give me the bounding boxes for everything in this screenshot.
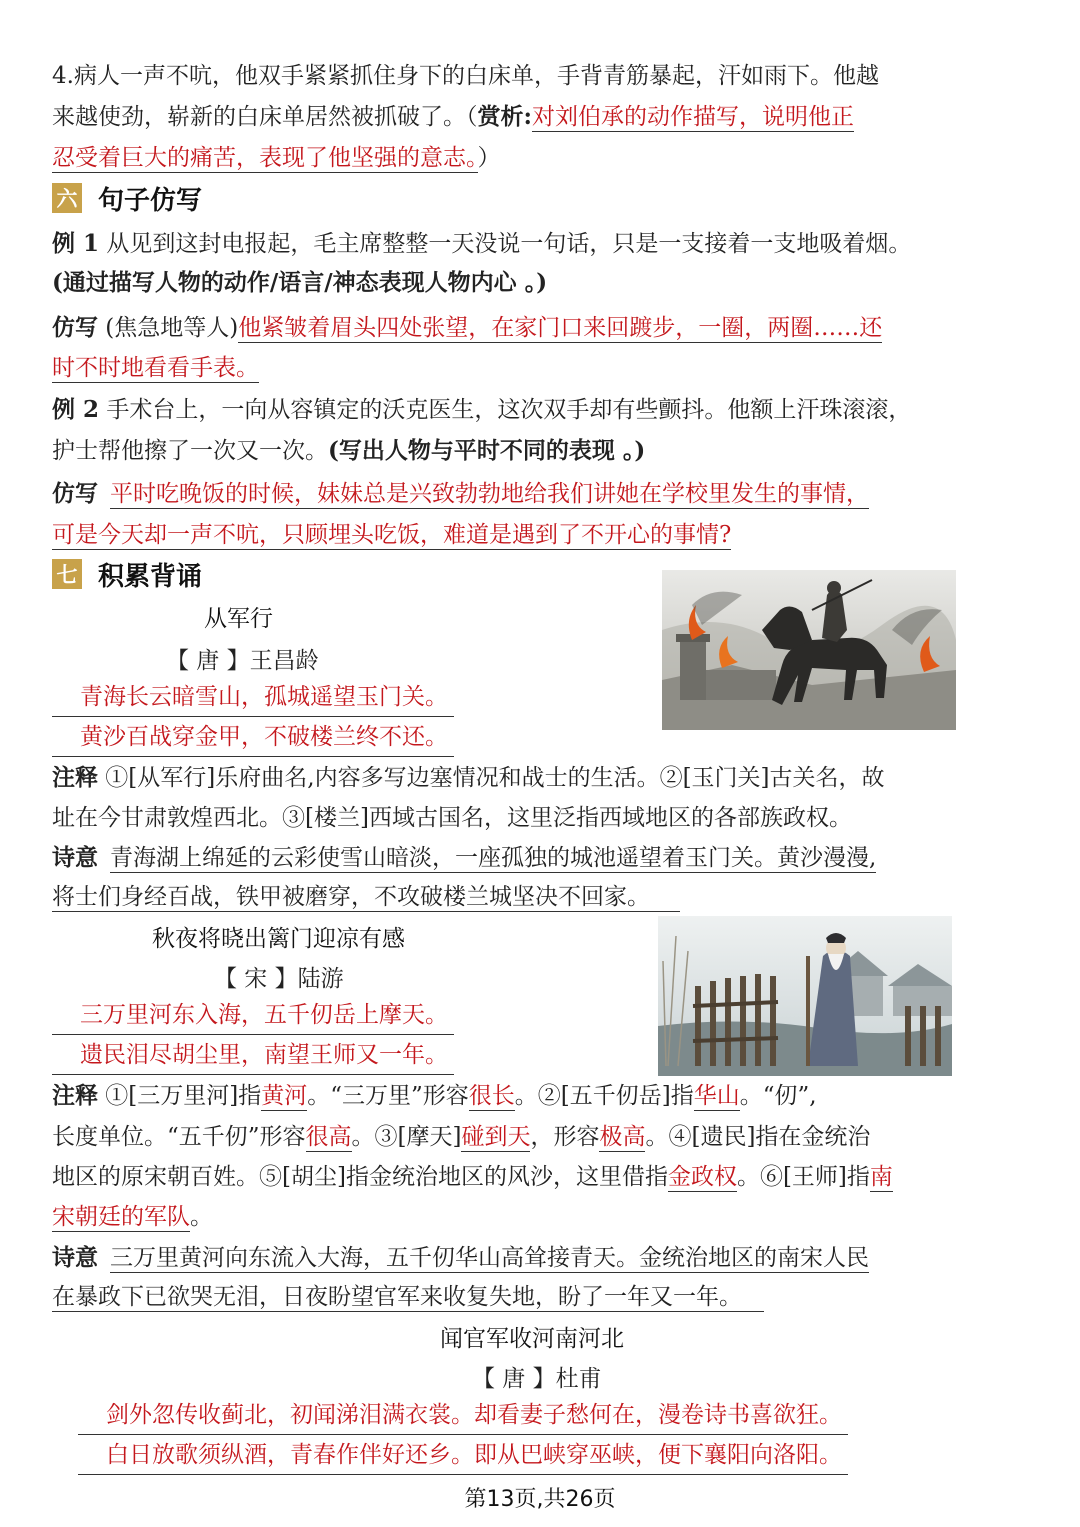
poem2-answer-southern: 南 (869, 1164, 893, 1190)
poem2-note-text: ，形容 (530, 1124, 600, 1150)
poem2-note-text: 。“仞”, (739, 1083, 817, 1109)
poem1-line2: 黄沙百战穿金甲，不破楼兰终不还。 (52, 720, 454, 757)
poem2-note-text: ①[三万里河]指 (98, 1083, 262, 1109)
example2-line2 (52, 431, 1032, 471)
imitate2-answer-1: 平时吃晚饭的时候，妹妹总是兴致勃勃地给我们讲她在学校里发生的事情， (110, 481, 869, 507)
example2-text2: 护士帮他擦了一次又一次。 (52, 438, 328, 464)
poem2-notes-line3 (52, 1157, 1032, 1197)
section-7-title: 积累背诵 (98, 561, 203, 592)
poem2-note-text: 地区的原宋朝百姓。⑤[胡尘]指金统治地区的风沙，这里借指 (52, 1164, 668, 1190)
poem2-answer-yellow-river: 黄河 (261, 1083, 308, 1109)
example1-text: 从见到这封电报起，毛主席整整一天没说一句话，只是一支接着一支地吸着烟。 (99, 231, 912, 257)
section-7-badge: 七 (52, 559, 82, 589)
imitate1-label: 仿写 (52, 314, 98, 341)
poem1-line1: 青海长云暗雪山，孤城遥望玉门关。 (52, 680, 454, 717)
poem2-meaning-1: 三万里黄河向东流入大海，五千仞华山高耸接青天。金统治地区的南宋人民 (110, 1245, 869, 1271)
example1-hint: (通过描写人物的动作/语言/神态表现人物内心 。) (52, 269, 548, 296)
poem2-note-text: 。⑥[王师]指 (736, 1164, 870, 1190)
poem2-note-text: 。③[摩天] (351, 1124, 462, 1150)
poem2-note-text: 。②[五千仞岳]指 (514, 1083, 694, 1109)
example2-hint: (写出人物与平时不同的表现 。) (328, 437, 646, 464)
poem1-meaning-line1 (52, 838, 1032, 878)
poem2-answer-huashan: 华山 (693, 1083, 740, 1109)
poem1-note-1: ①[从军行]乐府曲名,内容多写边塞情况和战士的生活。②[玉门关]古关名，故 (98, 765, 885, 791)
section-7-heading (52, 557, 202, 591)
poem1-note-label: 注释 (52, 764, 98, 791)
poem3-line2: 白日放歌须纵酒，青春作伴好还乡。即从巴峡穿巫峡，便下襄阳向洛阳。 (78, 1438, 848, 1475)
close-paren: ） (477, 145, 501, 171)
imitate1-line1 (52, 308, 1032, 348)
poem1-notes-line1 (52, 758, 1032, 798)
imitate2-label: 仿写 (52, 480, 98, 507)
imitate1-answer-1: 他紧皱着眉头四处张望，在家门口来回踱步，一圈，两圈……还 (238, 315, 883, 341)
poem2-line2: 遗民泪尽胡尘里，南望王师又一年。 (52, 1038, 454, 1075)
section-6-badge: 六 (52, 183, 82, 213)
poem1-meaning-line2 (52, 877, 1032, 917)
poem2-meaning-label: 诗意 (52, 1244, 98, 1271)
poem2-meaning-line2 (52, 1277, 1032, 1317)
warrior-horse-image (662, 570, 956, 730)
poem2-answer-touch-sky: 碰到天 (461, 1124, 531, 1150)
imitate1-prompt: (焦急地等人) (98, 315, 239, 341)
example2-sentence (52, 390, 1032, 430)
imitate2-line1 (52, 474, 1032, 514)
poem2-note-text: 。“三万里”形容 (307, 1083, 469, 1109)
appreciation-label: 赏析: (477, 103, 532, 130)
poem2-notes-line4 (52, 1197, 1032, 1237)
poem2-title: 秋夜将晓出篱门迎凉有感 (152, 926, 405, 952)
imitate1-answer-2: 时不时地看看手表。 (52, 355, 259, 381)
poem2-note-text: 。④[遗民]指在金统治 (645, 1124, 871, 1150)
poem2-answer-extremely-high: 极高 (599, 1124, 646, 1150)
poem3-title: 闻官军收河南河北 (440, 1326, 624, 1352)
appreciation-answer-1: 对刘伯承的动作描写，说明他正 (532, 104, 854, 130)
poem2-note-text: 长度单位。“五千仞”形容 (52, 1124, 306, 1150)
example1-sentence (52, 224, 1032, 264)
section-6-title: 句子仿写 (98, 185, 203, 216)
poem3-author: 【 唐 】杜甫 (472, 1366, 602, 1392)
imitate1-line2 (52, 348, 1032, 388)
section-6-heading (52, 181, 202, 215)
poem2-illustration (658, 916, 952, 1076)
example2-text: 手术台上，一向从容镇定的沃克医生，这次双手却有些颤抖。他额上汗珠滚滚， (99, 397, 912, 423)
appreciation-answer-2: 忍受着巨大的痛苦，表现了他坚强的意志。 (52, 145, 478, 171)
poem2-author: 【 宋 】陆游 (214, 966, 344, 992)
poem2-notes-line2 (52, 1117, 1032, 1157)
poem2-line1: 三万里河东入海，五千仞岳上摩天。 (52, 998, 454, 1035)
poem1-notes-line2: 址在今甘肃敦煌西北。③[楼兰]西域古国名，这里泛指西域地区的各部族政权。 (52, 805, 852, 831)
page-number: 第13页,共26页 (464, 1487, 616, 1512)
poem2-answer-very-high: 很高 (305, 1124, 352, 1150)
poem2-notes-line1 (52, 1076, 1032, 1116)
imitate2-answer-2: 可是今天却一声不吭，只顾埋头吃饭，难道是遇到了不开心的事情? (52, 522, 732, 548)
poem1-author: 【 唐 】王昌龄 (166, 648, 319, 674)
poem1-illustration (662, 570, 956, 730)
imitate2-line2 (52, 515, 1032, 555)
poem2-meaning-2: 在暴政下已欲哭无泪，日夜盼望官军来收复失地，盼了一年又一年。 (52, 1284, 764, 1312)
poem1-title: 从军行 (204, 606, 273, 632)
poem2-answer-jin-regime: 金政权 (667, 1164, 737, 1190)
poem1-meaning-2: 将士们身经百战，铁甲被磨穿，不攻破楼兰城坚决不回家。 (52, 884, 680, 912)
poem2-answer-song-army: 宋朝廷的军队 (52, 1204, 190, 1230)
poem3-line1: 剑外忽传收蓟北，初闻涕泪满衣裳。却看妻子愁何在，漫卷诗书喜欲狂。 (78, 1398, 848, 1435)
poem2-meaning-line1 (52, 1238, 1032, 1278)
poem1-meaning-label: 诗意 (52, 844, 98, 871)
item4-line2 (52, 97, 1032, 137)
poem1-meaning-1: 青海湖上绵延的云彩使雪山暗淡，一座孤独的城池遥望着玉门关。黄沙漫漫, (110, 845, 877, 871)
example1-label: 例 1 (52, 230, 100, 257)
poem2-note-text: 。 (190, 1204, 213, 1230)
poem2-answer-very-long: 很长 (468, 1083, 515, 1109)
item4-line3 (52, 138, 1032, 178)
old-man-fence-image (658, 916, 952, 1076)
item4-text: 来越使劲，崭新的白床单居然被抓破了。（ (52, 104, 478, 130)
poem2-note-label: 注释 (52, 1082, 98, 1109)
item4-line1: 4.病人一声不吭，他双手紧紧抓住身下的白床单，手背青筋暴起，汗如雨下。他越 (52, 63, 879, 89)
example2-label: 例 2 (52, 396, 100, 423)
